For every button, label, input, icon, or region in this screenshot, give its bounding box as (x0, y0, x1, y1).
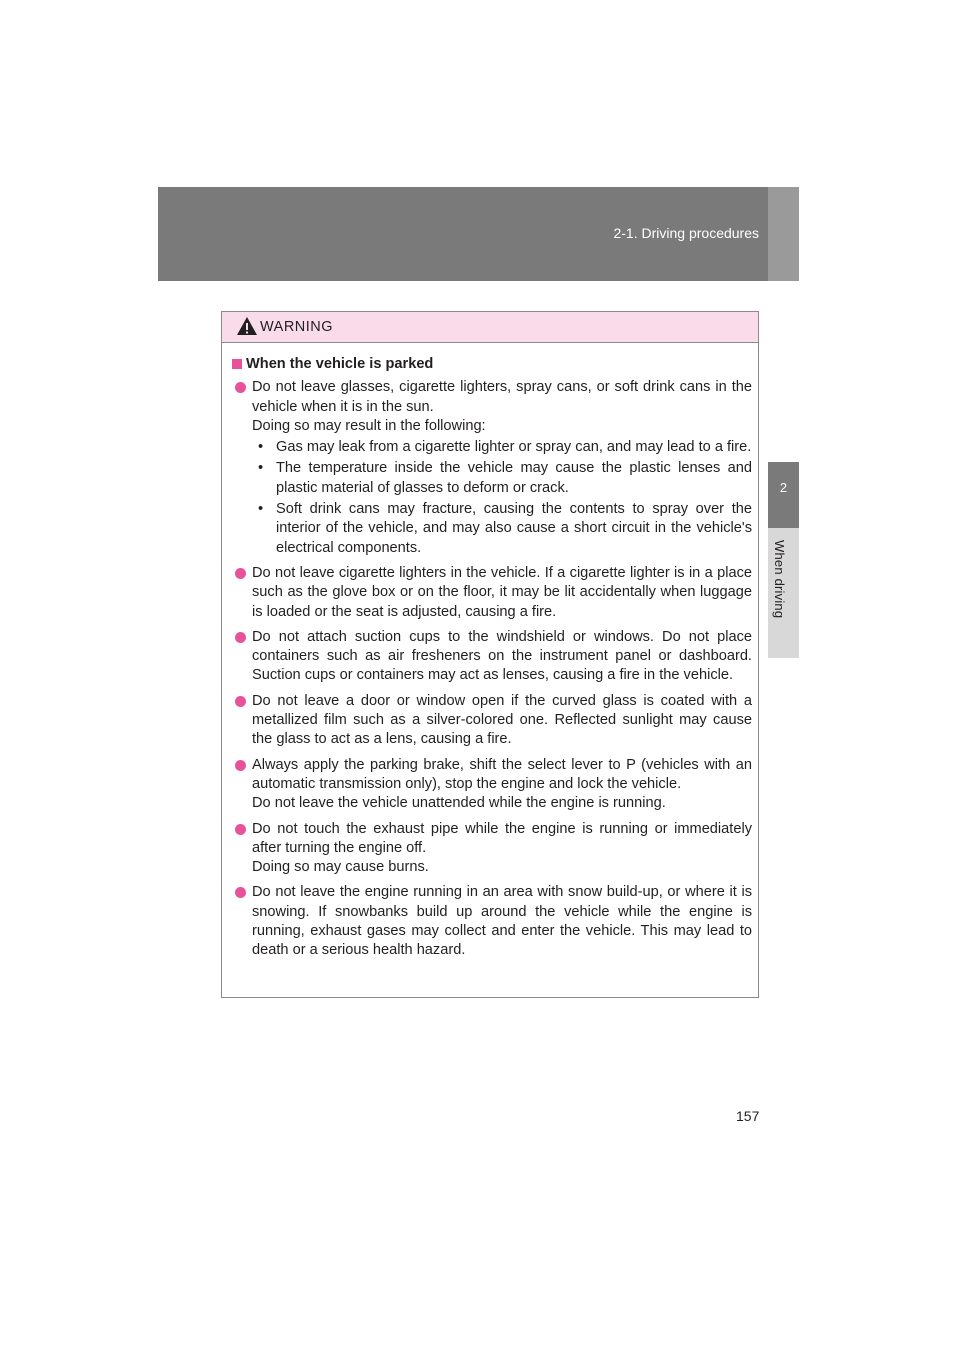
chapter-tab[interactable] (768, 462, 799, 528)
bullet-icon (235, 760, 246, 771)
list-item: Do not leave glasses, cigarette lighters, spray cans, or soft drink cans in the vehicle when it is in the sun. Doing so may result in the following: • Gas may leak from a cigarette lighter or spray can, and may lead to a fire. • The temperature inside the vehicle may cause the plastic lenses and plastic material of glasses to deform or crack. • Soft drink cans may fracture, causing the contents to spray over the interior of the vehicle, and may also cause a short circuit in the vehicle's electrical components. (232, 378, 752, 558)
bullet-icon (235, 824, 246, 835)
bullet-icon (235, 887, 246, 898)
section-title: When the vehicle is parked (232, 355, 752, 374)
warning-box (221, 311, 759, 998)
sub-item: • Gas may leak from a cigarette lighter or spray can, and may lead to a fire. (258, 439, 752, 456)
list-item: Do not leave a door or window open if the curved glass is coated with a metallized film such as a silver-colored one. Reflected sunlight may cause the glass to act as a lens, causing a fire. (232, 692, 752, 750)
bullet-icon (235, 632, 246, 643)
warning-title: WARNING (260, 319, 334, 335)
side-tab-top (768, 187, 799, 281)
bullet-icon (235, 568, 246, 579)
warning-header (222, 312, 758, 343)
bullet-icon (235, 382, 246, 393)
list-item: Do not leave the engine running in an area with snow build-up, or where it is snowing. If snowbanks build up around the vehicle while the engine is running, exhaust gases may collect and enter the vehicle. This may lead to death or a serious health hazard. (232, 883, 752, 960)
list-item: Do not touch the exhaust pipe while the engine is running or immediately after turning the engine off. Doing so may cause burns. (232, 820, 752, 878)
list-item: Do not attach suction cups to the windshield or windows. Do not place containers such as air fresheners on the instrument panel or dashboard. Suction cups or containers may act as lenses, causing a fire in the vehicle. (232, 628, 752, 686)
chapter-number: 2 (779, 480, 788, 495)
page-number: 157 (736, 1108, 760, 1124)
list-item: Do not leave cigarette lighters in the vehicle. If a cigarette lighter is in a place such as the glove box or on the floor, it may be lit accidentally when luggage is loaded or the seat is adjusted, causing a fire. (232, 564, 752, 622)
chapter-label: When driving (772, 540, 787, 619)
bullet-icon (235, 696, 246, 707)
header-band (158, 187, 799, 281)
sub-item: • The temperature inside the vehicle may cause the plastic lenses and plastic material of glasses to deform or crack. (258, 460, 752, 496)
warning-icon (236, 316, 258, 336)
list-item: Always apply the parking brake, shift the select lever to P (vehicles with an automatic transmission only), stop the engine and lock the vehicle. Do not leave the vehicle unattended while the engine is running. (232, 756, 752, 814)
sub-item: • Soft drink cans may fracture, causing the contents to spray over the interior of the vehicle, and may also cause a short circuit in the vehicle's electrical components. (258, 501, 752, 556)
section-header: 2-1. Driving procedures (613, 225, 759, 241)
square-bullet-icon (232, 359, 242, 369)
